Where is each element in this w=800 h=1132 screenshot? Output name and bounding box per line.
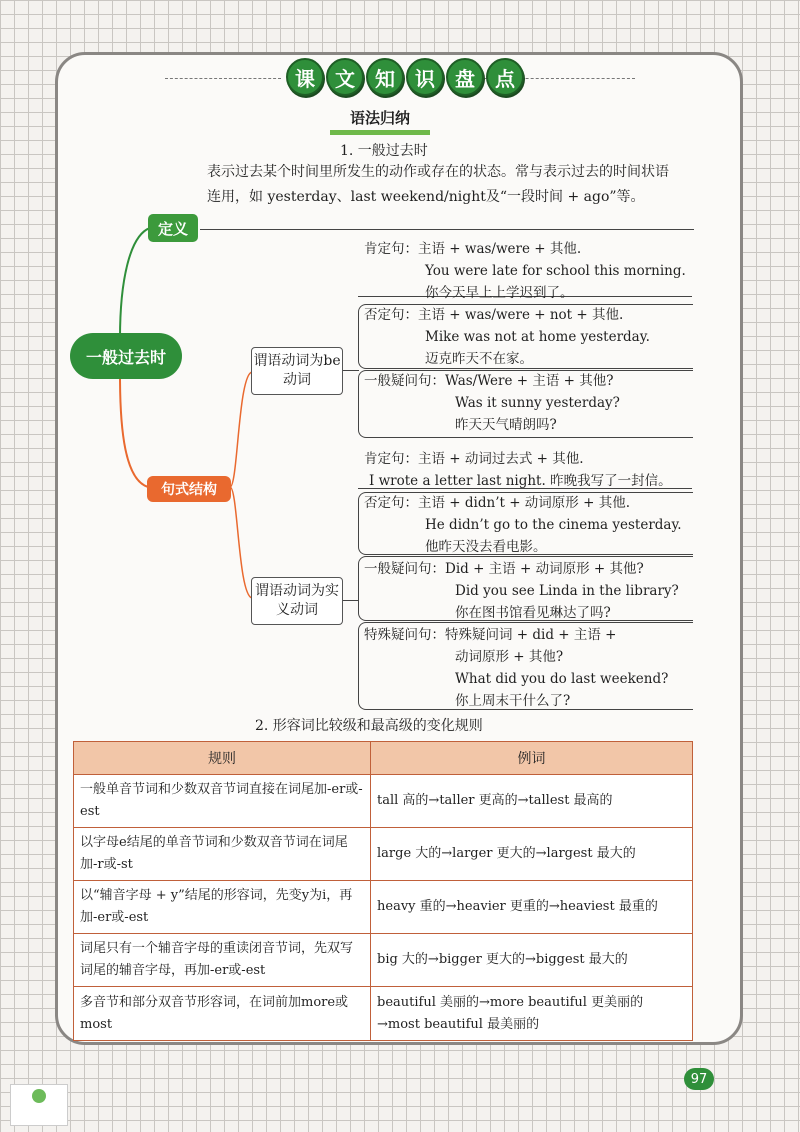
be-verb-node: 谓语动词为be动词 — [251, 347, 343, 395]
example-cell: big 大的→bigger 更大的→biggest 最大的 — [371, 934, 693, 987]
be-negative-rule: 否定句：主语 + was/were + not + 其他. — [364, 307, 624, 323]
section1-title: 1. 一般过去时 — [340, 143, 428, 159]
verb-affirmative-rule: 肯定句：主语 + 动词过去式 + 其他. — [364, 451, 584, 467]
publisher-logo-icon — [32, 1089, 46, 1103]
rule-cell: 一般单音节词和少数双音节词直接在词尾加-er或-est — [74, 775, 371, 828]
wh-question-translation: 你上周末干什么了? — [455, 693, 571, 709]
subtitle: 语法归纳 — [330, 106, 430, 135]
verb-question-translation: 你在图书馆看见琳达了吗? — [455, 605, 611, 621]
be-negative-translation: 迈克昨天不在家。 — [425, 351, 533, 367]
definition-label: 定义 — [148, 214, 198, 242]
action-verb-node: 谓语动词为实义动词 — [251, 577, 343, 625]
table-row — [74, 987, 693, 1041]
structure-label: 句式结构 — [147, 476, 231, 502]
example-cell: large 大的→larger 更大的→largest 最大的 — [371, 828, 693, 881]
rule-cell: 词尾只有一个辅音字母的重读闭音节词，先双写词尾的辅音字母，再加-er或-est — [74, 934, 371, 987]
be-question-example: Was it sunny yesterday? — [455, 395, 620, 411]
root-topic: 一般过去时 — [70, 333, 182, 379]
wh-question-rule-cont: 动词原形 + 其他? — [455, 649, 564, 665]
wh-question-rule: 特殊疑问句：特殊疑问词 + did + 主语 + — [364, 627, 617, 643]
banner-char: 知 — [366, 58, 404, 96]
verb-question-example: Did you see Linda in the library? — [455, 583, 679, 599]
page-number: 97 — [684, 1068, 714, 1090]
example-cell: heavy 重的→heavier 更重的→heaviest 最重的 — [371, 881, 693, 934]
be-negative-example: Mike was not at home yesterday. — [425, 329, 650, 345]
table-row — [74, 828, 693, 881]
example-cell: beautiful 美丽的→more beautiful 更美丽的→most beautiful 最美丽的 — [371, 987, 693, 1041]
table-header-row — [74, 742, 693, 775]
column-header-rule: 规则 — [74, 742, 371, 775]
definition-underline — [200, 229, 694, 230]
be-affirmative-example: You were late for school this morning. — [425, 263, 686, 279]
banner-char: 盘 — [446, 58, 484, 96]
banner-char: 文 — [326, 58, 364, 96]
table-row — [74, 881, 693, 934]
comparison-rules-table — [73, 741, 693, 1041]
table-row — [74, 775, 693, 828]
wh-question-example: What did you do last weekend? — [455, 671, 669, 687]
rule-cell: 多音节和部分双音节形容词，在词前加more或most — [74, 987, 371, 1041]
connector — [343, 370, 359, 371]
banner-char: 识 — [406, 58, 444, 96]
publisher-stamp — [10, 1084, 68, 1126]
be-question-rule: 一般疑问句：Was/Were + 主语 + 其他? — [364, 373, 614, 389]
banner-char: 课 — [286, 58, 324, 96]
section2-title: 2. 形容词比较级和最高级的变化规则 — [255, 718, 483, 734]
rule-cell: 以字母e结尾的单音节词和少数双音节词在词尾加-r或-st — [74, 828, 371, 881]
table-row — [74, 934, 693, 987]
verb-negative-translation: 他昨天没去看电影。 — [425, 539, 547, 555]
be-question-translation: 昨天天气晴朗吗? — [455, 417, 557, 433]
verb-negative-rule: 否定句：主语 + didn’t + 动词原形 + 其他. — [364, 495, 630, 511]
connector — [343, 600, 359, 601]
be-affirmative-translation: 你今天早上上学迟到了。 — [425, 285, 574, 301]
verb-negative-example: He didn’t go to the cinema yesterday. — [425, 517, 682, 533]
column-header-example: 例词 — [371, 742, 693, 775]
verb-affirmative-example: I wrote a letter last night. 昨晚我写了一封信。 — [369, 473, 672, 489]
banner-char: 点 — [486, 58, 524, 96]
verb-question-rule: 一般疑问句：Did + 主语 + 动词原形 + 其他? — [364, 561, 644, 577]
example-cell: tall 高的→taller 更高的→tallest 最高的 — [371, 775, 693, 828]
rule-cell: 以“辅音字母 + y”结尾的形容词，先变y为i，再加-er或-est — [74, 881, 371, 934]
be-affirmative-rule: 肯定句：主语 + was/were + 其他. — [364, 241, 582, 257]
definition-text: 表示过去某个时间里所发生的动作或存在的状态。常与表示过去的时间状语连用，如 yesterday、last weekend/night及“一段时间 + ago”等。 — [207, 164, 669, 205]
